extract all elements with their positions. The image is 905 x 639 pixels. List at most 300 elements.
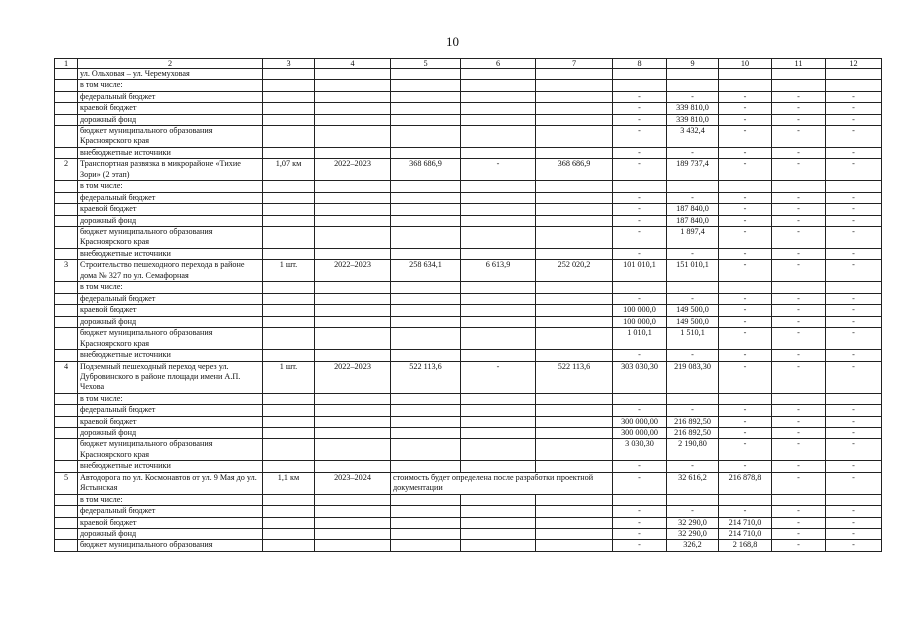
table-cell [719, 181, 772, 192]
table-cell [461, 148, 536, 159]
table-cell [536, 316, 613, 327]
item-name-cell: в том числе: [78, 393, 263, 404]
item-name-cell: бюджет муниципального образования Красноярского края [78, 126, 263, 148]
table-cell [315, 517, 391, 528]
table-cell [461, 215, 536, 226]
table-cell [391, 227, 461, 249]
table-row [55, 126, 882, 148]
table-cell [536, 215, 613, 226]
table-cell [263, 328, 315, 350]
item-name-cell: Строительство пешеходного перехода в районе дома № 327 по ул. Семафорная [78, 260, 263, 282]
table-cell [263, 181, 315, 192]
table-cell: - [719, 126, 772, 148]
table-cell [536, 227, 613, 249]
table-cell [536, 80, 613, 91]
table-cell [391, 192, 461, 203]
table-cell [391, 461, 461, 472]
row-number-cell [55, 215, 78, 226]
table-cell: 187 840,0 [667, 204, 719, 215]
table-cell: 187 840,0 [667, 215, 719, 226]
table-cell: - [772, 204, 826, 215]
table-cell: - [772, 249, 826, 260]
table-cell [536, 148, 613, 159]
table-cell [461, 305, 536, 316]
table-cell [391, 103, 461, 114]
table-cell: - [613, 215, 667, 226]
table-cell: - [613, 472, 667, 494]
table-cell [315, 249, 391, 260]
column-header: 1 [55, 59, 78, 69]
column-header: 7 [536, 59, 613, 69]
item-name-cell: федеральный бюджет [78, 405, 263, 416]
table-cell [536, 204, 613, 215]
table-cell [613, 494, 667, 505]
table-cell: - [667, 350, 719, 361]
table-cell [315, 393, 391, 404]
table-cell: - [719, 91, 772, 102]
table-cell: - [461, 159, 536, 181]
table-cell [391, 350, 461, 361]
table-cell [461, 103, 536, 114]
table-cell: - [613, 540, 667, 551]
table-cell: 258 634,1 [391, 260, 461, 282]
table-cell [461, 91, 536, 102]
table-cell [536, 126, 613, 148]
table-cell: 149 500,0 [667, 316, 719, 327]
table-cell [315, 204, 391, 215]
table-cell [315, 192, 391, 203]
page-number: 10 [446, 34, 459, 49]
table-row [55, 103, 882, 114]
table-cell: 1,07 км [263, 159, 315, 181]
item-name-cell: дорожный фонд [78, 316, 263, 327]
table-cell [315, 461, 391, 472]
row-number-cell: 2 [55, 159, 78, 181]
table-cell: 303 030,30 [613, 361, 667, 393]
table-cell: - [826, 439, 882, 461]
table-cell: 2 190,80 [667, 439, 719, 461]
row-number-cell: 4 [55, 361, 78, 393]
table-cell: - [772, 215, 826, 226]
item-name-cell: дорожный фонд [78, 215, 263, 226]
table-cell: - [826, 227, 882, 249]
table-row [55, 282, 882, 293]
table-cell [667, 282, 719, 293]
table-row [55, 293, 882, 304]
table-cell [263, 427, 315, 438]
table-cell: - [826, 103, 882, 114]
table-cell [391, 393, 461, 404]
table-cell [772, 181, 826, 192]
table-cell: - [772, 472, 826, 494]
table-cell: 214 710,0 [719, 517, 772, 528]
table-cell [391, 316, 461, 327]
row-number-cell [55, 192, 78, 203]
table-cell: - [719, 361, 772, 393]
table-cell: - [613, 192, 667, 203]
row-number-cell [55, 461, 78, 472]
table-cell: 1 шт. [263, 361, 315, 393]
table-row [55, 328, 882, 350]
table-cell [613, 393, 667, 404]
table-cell [391, 114, 461, 125]
item-name-cell: бюджет муниципального образования Красноярского края [78, 328, 263, 350]
table-row [55, 540, 882, 551]
item-name-cell: федеральный бюджет [78, 293, 263, 304]
row-number-cell [55, 69, 78, 80]
table-cell [667, 494, 719, 505]
row-number-cell [55, 181, 78, 192]
table-cell [315, 215, 391, 226]
item-name-cell: бюджет муниципального образования Красноярского края [78, 227, 263, 249]
table-cell: - [719, 114, 772, 125]
table-cell [536, 506, 613, 517]
table-cell: 3 432,4 [667, 126, 719, 148]
table-cell [315, 114, 391, 125]
item-name-cell: бюджет муниципального образования [78, 540, 263, 551]
column-header: 3 [263, 59, 315, 69]
item-name-cell: Подземный пешеходный переход через ул. Дубровинского в районе площади имени А.П. Чехова [78, 361, 263, 393]
row-number-cell [55, 293, 78, 304]
table-cell: - [719, 405, 772, 416]
table-cell: 1 010,1 [613, 328, 667, 350]
column-header: 5 [391, 59, 461, 69]
table-cell [461, 494, 536, 505]
table-row [55, 494, 882, 505]
table-cell: - [613, 103, 667, 114]
table-cell [536, 282, 613, 293]
table-cell [826, 80, 882, 91]
table-row [55, 91, 882, 102]
table-cell: - [613, 114, 667, 125]
item-name-cell: ул. Ольховая – ул. Черемуховая [78, 69, 263, 80]
table-cell: 151 010,1 [667, 260, 719, 282]
table-cell: - [613, 126, 667, 148]
table-cell: 32 616,2 [667, 472, 719, 494]
table-row [55, 69, 882, 80]
table-cell: - [772, 148, 826, 159]
table-cell [263, 227, 315, 249]
row-number-cell [55, 439, 78, 461]
table-cell [263, 350, 315, 361]
table-row [55, 439, 882, 461]
table-cell [461, 192, 536, 203]
table-cell: - [719, 260, 772, 282]
table-cell: - [719, 506, 772, 517]
table-cell: - [826, 148, 882, 159]
table-cell: - [719, 439, 772, 461]
table-cell [263, 204, 315, 215]
table-cell [391, 405, 461, 416]
table-cell [536, 181, 613, 192]
table-cell [461, 69, 536, 80]
row-number-cell [55, 328, 78, 350]
table-cell [315, 91, 391, 102]
table-cell: - [826, 159, 882, 181]
table-cell [772, 69, 826, 80]
table-cell: - [826, 260, 882, 282]
table-cell: 1 шт. [263, 260, 315, 282]
table-row [55, 506, 882, 517]
table-cell: - [667, 405, 719, 416]
table-row [55, 316, 882, 327]
table-cell [315, 305, 391, 316]
table-cell [613, 181, 667, 192]
table-cell [461, 540, 536, 551]
table-cell [263, 494, 315, 505]
table-cell [391, 249, 461, 260]
table-cell [391, 215, 461, 226]
row-number-cell [55, 506, 78, 517]
table-cell: 2023–2024 [315, 472, 391, 494]
row-number-cell [55, 393, 78, 404]
table-cell: - [772, 350, 826, 361]
row-number-cell [55, 316, 78, 327]
table-cell: 101 010,1 [613, 260, 667, 282]
row-number-cell [55, 416, 78, 427]
table-cell: 100 000,0 [613, 316, 667, 327]
table-cell: 32 290,0 [667, 517, 719, 528]
table-cell: - [772, 506, 826, 517]
table-cell [461, 316, 536, 327]
table-cell [391, 293, 461, 304]
column-header: 9 [667, 59, 719, 69]
row-number-cell [55, 350, 78, 361]
row-number-cell [55, 494, 78, 505]
table-cell [263, 540, 315, 551]
table-cell: - [772, 540, 826, 551]
table-cell: 3 030,30 [613, 439, 667, 461]
table-cell [536, 249, 613, 260]
table-cell: 326,2 [667, 540, 719, 551]
table-row [55, 361, 882, 393]
table-cell [391, 506, 461, 517]
table-cell: 300 000,00 [613, 416, 667, 427]
table-cell [536, 114, 613, 125]
table-cell [536, 528, 613, 539]
table-cell: - [826, 472, 882, 494]
table-cell [263, 439, 315, 461]
table-cell [667, 393, 719, 404]
item-name-cell: федеральный бюджет [78, 506, 263, 517]
table-row [55, 517, 882, 528]
table-cell: - [772, 305, 826, 316]
table-cell [315, 494, 391, 505]
row-number-cell [55, 528, 78, 539]
table-body [55, 69, 882, 552]
table-cell [461, 350, 536, 361]
table-cell: 522 113,6 [536, 361, 613, 393]
table-cell: - [826, 305, 882, 316]
table-cell: - [826, 215, 882, 226]
table-cell: 339 810,0 [667, 114, 719, 125]
table-cell: 522 113,6 [391, 361, 461, 393]
table-cell: - [461, 361, 536, 393]
table-row [55, 204, 882, 215]
column-header: 11 [772, 59, 826, 69]
table-cell [315, 282, 391, 293]
table-cell: 32 290,0 [667, 528, 719, 539]
row-number-cell [55, 305, 78, 316]
table-cell [391, 528, 461, 539]
table-cell: - [772, 528, 826, 539]
table-cell [263, 316, 315, 327]
item-name-cell: Транспортная развязка в микрорайоне «Тихие Зори» (2 этап) [78, 159, 263, 181]
table-cell: - [826, 405, 882, 416]
table-cell [719, 393, 772, 404]
table-cell: - [772, 192, 826, 203]
table-cell: - [719, 215, 772, 226]
table-cell [536, 192, 613, 203]
table-cell: - [613, 405, 667, 416]
table-cell: - [772, 361, 826, 393]
table-row [55, 249, 882, 260]
table-cell [263, 215, 315, 226]
table-cell [461, 204, 536, 215]
table-row [55, 260, 882, 282]
table-cell: - [826, 361, 882, 393]
table-cell: - [613, 293, 667, 304]
table-cell: - [772, 316, 826, 327]
table-cell: 252 020,2 [536, 260, 613, 282]
table-cell [263, 148, 315, 159]
table-cell: - [613, 528, 667, 539]
table-cell [613, 80, 667, 91]
table-row [55, 181, 882, 192]
table-row [55, 350, 882, 361]
column-header: 6 [461, 59, 536, 69]
row-number-cell [55, 80, 78, 91]
table-cell: - [719, 461, 772, 472]
row-number-cell: 3 [55, 260, 78, 282]
table-cell: - [772, 103, 826, 114]
item-name-cell: Автодорога по ул. Космонавтов от ул. 9 Мая до ул. Ястынская [78, 472, 263, 494]
table-cell [461, 427, 536, 438]
table-cell [826, 494, 882, 505]
table-cell [315, 316, 391, 327]
table-cell: - [613, 91, 667, 102]
row-number-cell [55, 540, 78, 551]
table-cell [667, 80, 719, 91]
table-cell [315, 350, 391, 361]
table-cell [461, 293, 536, 304]
row-number-cell [55, 282, 78, 293]
table-cell [391, 305, 461, 316]
table-cell: - [719, 204, 772, 215]
table-cell: - [826, 249, 882, 260]
table-cell: - [772, 260, 826, 282]
table-cell: - [826, 461, 882, 472]
table-cell [263, 69, 315, 80]
table-row [55, 227, 882, 249]
item-name-cell: внебюджетные источники [78, 148, 263, 159]
table-cell [315, 405, 391, 416]
table-cell: 368 686,9 [391, 159, 461, 181]
row-number-cell [55, 249, 78, 260]
table-cell [772, 80, 826, 91]
table-cell: 2022–2023 [315, 159, 391, 181]
table-cell: - [772, 461, 826, 472]
table-row [55, 215, 882, 226]
table-cell [391, 148, 461, 159]
cost-note-cell: стоимость будет определена после разработки проектной документации [391, 472, 613, 494]
row-number-cell [55, 114, 78, 125]
table-cell [461, 328, 536, 350]
row-number-cell [55, 517, 78, 528]
table-cell: - [719, 148, 772, 159]
table-cell: - [772, 293, 826, 304]
item-name-cell: краевой бюджет [78, 517, 263, 528]
table-cell [536, 427, 613, 438]
table-cell [772, 494, 826, 505]
table-cell: - [613, 249, 667, 260]
item-name-cell: в том числе: [78, 181, 263, 192]
table-cell: - [719, 192, 772, 203]
table-cell [391, 126, 461, 148]
table-row [55, 416, 882, 427]
item-name-cell: бюджет муниципального образования Красноярского края [78, 439, 263, 461]
table-cell: - [667, 506, 719, 517]
table-cell: - [613, 204, 667, 215]
table-cell: 1 897,4 [667, 227, 719, 249]
table-cell [263, 393, 315, 404]
table-cell [391, 282, 461, 293]
table-cell: - [772, 126, 826, 148]
column-header: 4 [315, 59, 391, 69]
table-cell: 216 892,50 [667, 427, 719, 438]
row-number-cell [55, 126, 78, 148]
table-cell [263, 282, 315, 293]
item-name-cell: в том числе: [78, 282, 263, 293]
table-cell: - [719, 316, 772, 327]
table-cell [315, 293, 391, 304]
table-cell [391, 517, 461, 528]
table-cell [826, 181, 882, 192]
table-cell [315, 328, 391, 350]
table-cell [536, 540, 613, 551]
table-cell: - [772, 416, 826, 427]
item-name-cell: в том числе: [78, 80, 263, 91]
table-cell: - [719, 293, 772, 304]
table-cell [315, 528, 391, 539]
table-cell: 6 613,9 [461, 260, 536, 282]
table-cell: 189 737,4 [667, 159, 719, 181]
table-row [55, 305, 882, 316]
table-cell: - [667, 293, 719, 304]
item-name-cell: внебюджетные источники [78, 249, 263, 260]
table-cell: - [719, 249, 772, 260]
table-cell: - [826, 316, 882, 327]
row-number-cell [55, 91, 78, 102]
table-cell: - [772, 328, 826, 350]
table-cell: 2 168,8 [719, 540, 772, 551]
table-cell [263, 305, 315, 316]
table-cell [461, 461, 536, 472]
table-cell [719, 80, 772, 91]
table-cell [263, 293, 315, 304]
table-cell: 216 892,50 [667, 416, 719, 427]
table-cell [536, 494, 613, 505]
table-cell [667, 181, 719, 192]
table-cell [461, 439, 536, 461]
table-cell [719, 69, 772, 80]
table-cell [315, 148, 391, 159]
table-cell: - [772, 427, 826, 438]
row-number-cell: 5 [55, 472, 78, 494]
table-cell: - [772, 405, 826, 416]
table-cell [461, 80, 536, 91]
item-name-cell: федеральный бюджет [78, 91, 263, 102]
